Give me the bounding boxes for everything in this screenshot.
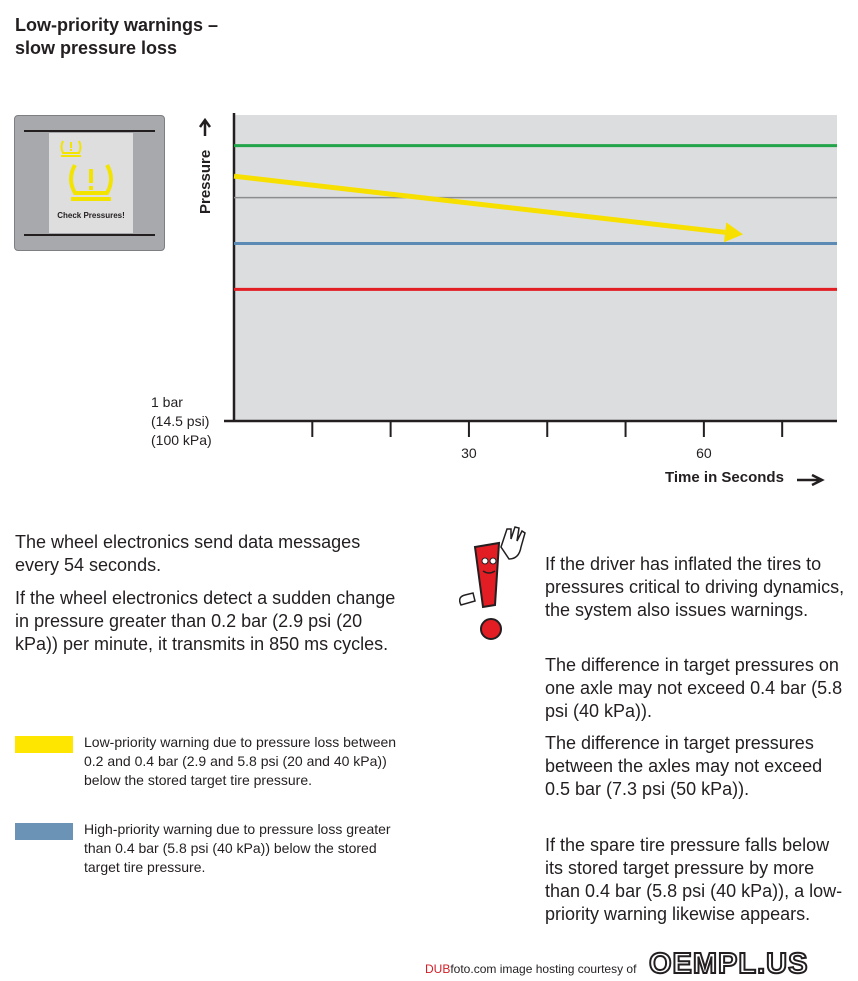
y-axis-arrow-icon bbox=[200, 120, 210, 136]
plot-area bbox=[234, 115, 837, 421]
credit-text: foto.com image hosting courtesy of bbox=[450, 962, 637, 976]
y-base-line-1: 1 bar bbox=[151, 394, 183, 410]
legend-text-high-priority: High-priority warning due to pressure loss greater than 0.4 bar (5.8 psi (40 kPa)) below the stored target tire pressure. bbox=[84, 821, 391, 875]
x-tick-label-0: 30 bbox=[461, 445, 477, 461]
paragraph-critical-pressures: If the driver has inflated the tires to pressures critical to driving dynamics, the system also issues warnings. bbox=[545, 554, 845, 620]
image-credit bbox=[425, 962, 636, 976]
paragraph-between-axles: The difference in target pressures between the axles may not exceed 0.5 bar (7.3 psi (50 kPa)). bbox=[545, 733, 823, 799]
x-tick-label-1: 60 bbox=[696, 445, 712, 461]
lamp-label: Check Pressures! bbox=[57, 211, 125, 220]
credit-prefix: DUB bbox=[425, 962, 451, 976]
paragraph-sudden-change: If the wheel electronics detect a sudden change in pressure greater than 0.2 bar (2.9 psi (20 kPa)) per minute, it transmits in 850 ms cycles. bbox=[15, 588, 396, 654]
x-axis-label: Time in Seconds bbox=[665, 469, 784, 486]
paragraph-axle-difference: The difference in target pressures on one axle may not exceed 0.4 bar (5.8 psi (40 kPa)). bbox=[545, 655, 843, 721]
legend-text-low-priority: Low-priority warning due to pressure loss between 0.2 and 0.4 bar (2.9 and 5.8 psi (20 and 40 kPa)) below the stored target tire pressure. bbox=[84, 734, 397, 788]
y-axis-label-group bbox=[196, 116, 216, 216]
y-base-line-3: (100 kPa) bbox=[151, 432, 212, 448]
paragraph-spare-tire: If the spare tire pressure falls below its stored target pressure by more than 0.4 bar (5.8 psi (40 kPa)), a low-priority warning likewise appears. bbox=[545, 835, 843, 924]
x-axis-arrow-icon bbox=[797, 474, 825, 486]
credit-logo[interactable]: OEMPL.US bbox=[649, 948, 809, 980]
y-base-label bbox=[151, 393, 212, 450]
legend-swatch-yellow bbox=[15, 736, 73, 753]
paragraph-data-interval: The wheel electronics send data messages every 54 seconds. bbox=[15, 532, 361, 575]
legend-swatch-blue bbox=[15, 823, 73, 840]
y-axis-label: Pressure bbox=[197, 149, 214, 214]
title-line-1: Low-priority warnings – bbox=[15, 15, 219, 35]
y-base-line-2: (14.5 psi) bbox=[151, 413, 210, 429]
exclamation-mascot-icon bbox=[455, 525, 535, 645]
title-line-2: slow pressure loss bbox=[15, 38, 178, 58]
